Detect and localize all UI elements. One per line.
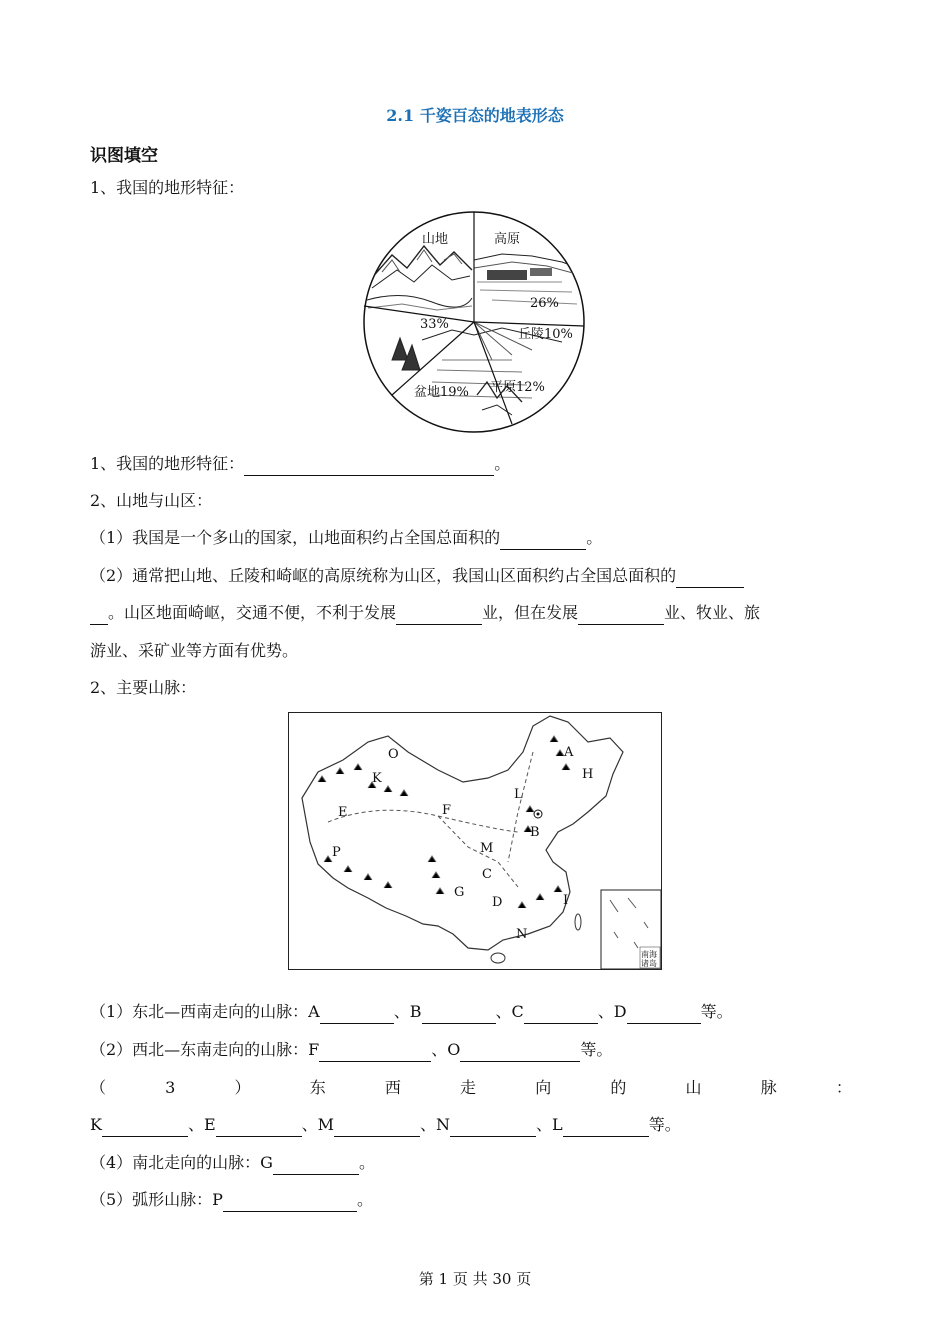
q2-p2-text-d: 业、牧业、旅 [664,603,761,622]
map-label-p: P [332,845,341,860]
m1-text-b: 、B [393,1002,422,1021]
question-1-fill [90,452,510,476]
answer-blank-o[interactable] [460,1043,580,1062]
m3-token: 东 [309,1078,326,1097]
answer-blank-industry-disadvantage[interactable] [396,606,482,625]
question-2-part-2-line-2 [90,601,760,625]
pie-label-plateau-pct: 26% [530,296,559,311]
answer-blank-l[interactable] [563,1118,649,1137]
mountains-q3-answers [90,1113,681,1137]
m3-token: （ [90,1078,107,1097]
m3-token: ） [234,1078,251,1097]
m3-text-e: 、E [187,1115,216,1134]
question-2-part-2-line-3: 游业、采矿业等方面有优势。 [90,641,299,660]
m3-token: 的 [610,1078,627,1097]
q2-p2-text-b: 。山区地面崎岖，交通不便，不利于发展 [108,603,397,622]
question-3-title: 2、主要山脉： [90,678,197,697]
inset-label-line-1: 南海 [641,950,657,959]
m3-token: 脉 [760,1078,777,1097]
m3-token: 走 [460,1078,477,1097]
map-label-b: B [530,825,540,840]
question-1-intro: 1、我国的地形特征： [90,178,245,197]
mountains-q2 [90,1038,612,1062]
map-label-g: G [454,885,465,900]
section-heading: 识图填空 [90,146,158,166]
map-label-m: M [480,841,494,856]
m1-text-a: （1）东北—西南走向的山脉：A [90,1002,320,1021]
pie-label-hills: 丘陵10% [518,327,573,342]
answer-blank-k[interactable] [102,1118,188,1137]
mountains-q3-header [90,1076,852,1100]
answer-blank-d[interactable] [627,1005,701,1024]
answer-blank-mountain-region-area[interactable] [676,569,744,588]
map-label-l: L [514,787,523,802]
m2-text-b: 、O [431,1040,461,1059]
q1-fill-suffix: 。 [494,454,511,473]
question-2-part-1 [90,526,602,550]
map-label-h: H [582,767,594,782]
pie-label-mountain-pct: 33% [420,317,449,332]
answer-blank-industry-advantage[interactable] [578,606,664,625]
answer-blank-g[interactable] [273,1156,359,1175]
terrain-pie-svg [362,210,586,434]
pie-label-basin: 盆地19% [414,385,469,400]
answer-blank-f[interactable] [319,1043,431,1062]
map-label-a: A [564,745,574,760]
pie-label-plateau: 高原 [494,232,521,247]
mountains-q5 [90,1188,373,1212]
answer-blank-n[interactable] [450,1118,536,1137]
map-label-c: C [482,867,492,882]
m3-text-m: 、M [301,1115,335,1134]
answer-blank-b[interactable] [422,1005,496,1024]
q2-p1-text: （1）我国是一个多山的国家，山地面积约占全国总面积的 [90,528,501,547]
m3-text-k: K [90,1115,102,1134]
q2-p1-end: 。 [586,528,603,547]
m3-text-n: 、N [420,1115,451,1134]
map-label-n: N [516,927,528,942]
m5-text-b: 。 [356,1190,373,1209]
answer-blank-terrain-feature[interactable] [244,457,494,476]
q2-p2-text-c: 业，但在发展 [482,603,579,622]
question-2-part-2-line-1 [90,564,744,588]
map-label-k: K [372,771,382,786]
answer-blank-p[interactable] [223,1193,357,1212]
map-label-d: D [492,895,503,910]
answer-blank-mountain-region-area-cont[interactable] [90,606,108,625]
pie-label-mountain: 山地 [422,232,449,247]
page-footer: 第 1 页 共 30 页 [418,1270,532,1288]
m4-text-a: （4）南北走向的山脉：G [90,1153,273,1172]
m3-token: 山 [685,1078,702,1097]
q1-fill-prefix: 1、我国的地形特征： [90,454,245,473]
map-label-e: E [338,805,348,820]
m4-text-b: 。 [358,1153,375,1172]
m1-text-e: 等。 [700,1002,733,1021]
answer-blank-mountain-area[interactable] [500,531,586,550]
m1-text-d: 、D [597,1002,627,1021]
m2-text-c: 等。 [580,1040,613,1059]
q2-p2-text: （2）通常把山地、丘陵和崎岖的高原统称为山区，我国山区面积约占全国总面积的 [90,566,677,585]
question-2-title: 2、山地与山区： [90,491,213,510]
m2-text-a: （2）西北—东南走向的山脉：F [90,1040,320,1059]
map-label-i: I [563,893,569,908]
mountains-q4 [90,1151,375,1175]
china-map-svg [288,712,662,970]
map-label-f: F [442,803,452,818]
answer-blank-a[interactable] [320,1005,394,1024]
terrain-pie-figure [362,210,586,434]
m3-text-l: 、L [536,1115,563,1134]
m3-token: ： [835,1078,852,1097]
mountains-q1 [90,1000,733,1024]
m3-text-end: 等。 [648,1115,681,1134]
m3-token: 3 [165,1078,176,1097]
m1-text-c: 、C [495,1002,524,1021]
inset-label-line-2: 诸岛 [641,959,657,968]
map-label-o: O [388,747,399,762]
pie-label-plain: 平原12% [490,380,545,395]
page-title: 2.1 千姿百态的地表形态 [386,106,564,125]
answer-blank-m[interactable] [334,1118,420,1137]
answer-blank-c[interactable] [524,1005,598,1024]
china-mountains-map [288,712,662,970]
m5-text-a: （5）弧形山脉：P [90,1190,223,1209]
m3-token: 西 [384,1078,401,1097]
answer-blank-e[interactable] [216,1118,302,1137]
m3-token: 向 [535,1078,552,1097]
